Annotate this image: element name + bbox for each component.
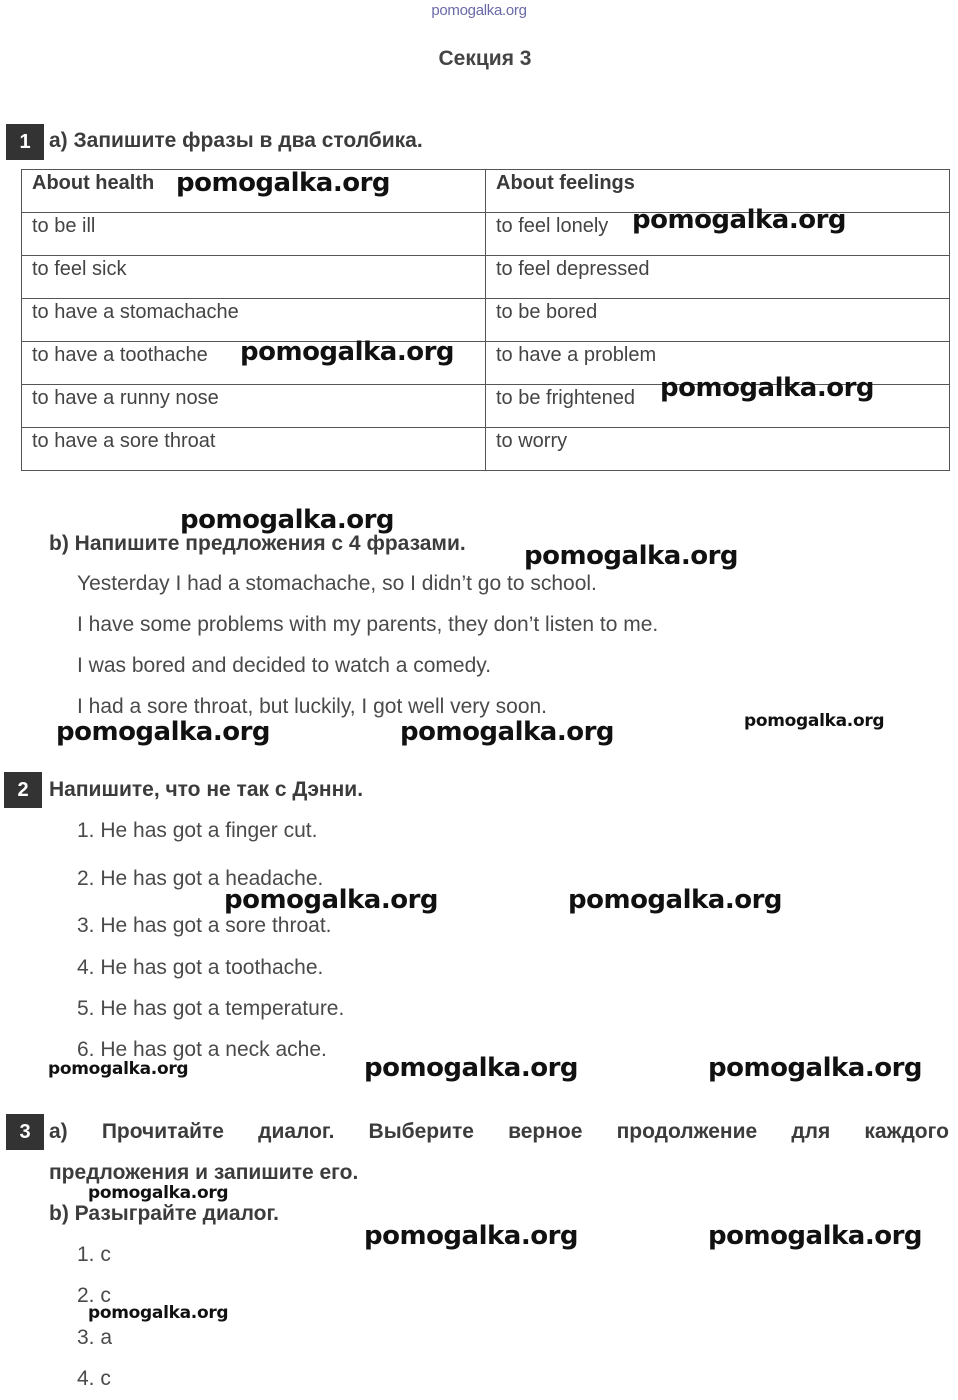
- task-1-number-badge: 1: [6, 124, 44, 160]
- list-item: 2. He has got a headache.: [77, 867, 324, 890]
- answer-item: 2. c: [77, 1284, 111, 1307]
- watermark-overlay: pomogalka.org: [708, 1053, 923, 1083]
- watermark-overlay: pomogalka.org: [240, 337, 455, 367]
- heading-word: для: [791, 1120, 831, 1143]
- list-item: 6. He has got a neck ache.: [77, 1038, 327, 1061]
- task-3-number-badge: 3: [6, 1114, 44, 1150]
- task-1-heading-a: a) Запишите фразы в два столбика.: [49, 129, 423, 152]
- heading-word: a): [49, 1120, 68, 1143]
- task-2-number-badge: 2: [4, 772, 42, 808]
- watermark-overlay: pomogalka.org: [180, 505, 395, 535]
- sentence-line: I had a sore throat, but luckily, I got well very soon.: [77, 695, 548, 718]
- watermark-overlay: pomogalka.org: [708, 1221, 923, 1251]
- heading-word: Выберите: [368, 1120, 474, 1143]
- task-3-heading-b: b) Разыграйте диалог.: [49, 1202, 279, 1225]
- task-1-heading-b: b) Напишите предложения с 4 фразами.: [49, 532, 466, 555]
- header-about-feelings: About feelings: [486, 170, 950, 213]
- table-cell: to worry: [486, 428, 950, 471]
- watermark-overlay: pomogalka.org: [176, 168, 391, 198]
- header-about-health: About health: [22, 170, 486, 213]
- watermark-overlay: pomogalka.org: [568, 885, 783, 915]
- watermark-overlay: pomogalka.org: [744, 711, 885, 731]
- watermark-overlay: pomogalka.org: [364, 1053, 579, 1083]
- task-2-heading: Напишите, что не так с Дэнни.: [49, 778, 364, 801]
- table-cell: to be bored: [486, 299, 950, 342]
- watermark-overlay: pomogalka.org: [632, 205, 847, 235]
- watermark-overlay: pomogalka.org: [524, 541, 739, 571]
- table-row: [22, 256, 950, 299]
- table-cell: to be frightened: [486, 385, 950, 428]
- answer-item: 4. c: [77, 1367, 111, 1390]
- watermark-overlay: pomogalka.org: [88, 1183, 229, 1203]
- table-cell: to feel sick: [22, 256, 486, 299]
- table-cell: to feel lonely: [486, 213, 950, 256]
- sentence-line: I have some problems with my parents, they don’t listen to me.: [77, 613, 659, 636]
- heading-word: верное: [508, 1120, 583, 1143]
- heading-word: каждого: [864, 1120, 949, 1143]
- watermark-overlay: pomogalka.org: [364, 1221, 579, 1251]
- watermark-overlay: pomogalka.org: [88, 1303, 229, 1323]
- table-cell: to have a runny nose: [22, 385, 486, 428]
- list-item: 1. He has got a finger cut.: [77, 819, 318, 842]
- list-item: 5. He has got a temperature.: [77, 997, 345, 1020]
- watermark-overlay: pomogalka.org: [400, 717, 615, 747]
- section-title: Секция 3: [438, 47, 532, 70]
- top-watermark: pomogalka.org: [431, 2, 527, 19]
- sentence-line: I was bored and decided to watch a comedy.: [77, 654, 492, 677]
- table-row: [22, 299, 950, 342]
- table-cell: to feel depressed: [486, 256, 950, 299]
- list-item: 3. He has got a sore throat.: [77, 914, 332, 937]
- watermark-overlay: pomogalka.org: [660, 373, 875, 403]
- watermark-overlay: pomogalka.org: [224, 885, 439, 915]
- sentence-line: Yesterday I had a stomachache, so I didn’t go to school.: [77, 572, 597, 595]
- task-3-heading-a-line2: предложения и запишите его.: [49, 1161, 359, 1184]
- table-cell: to have a stomachache: [22, 299, 486, 342]
- watermark-overlay: pomogalka.org: [56, 717, 271, 747]
- table-cell: to have a problem: [486, 342, 950, 385]
- answer-item: 3. a: [77, 1326, 113, 1349]
- heading-word: диалог.: [258, 1120, 335, 1143]
- answer-item: 1. c: [77, 1243, 111, 1266]
- table-cell: to have a sore throat: [22, 428, 486, 471]
- table-row: [22, 428, 950, 471]
- heading-word: продолжение: [616, 1120, 758, 1143]
- task-3-heading-a: [49, 1120, 949, 1144]
- heading-word: Прочитайте: [101, 1120, 224, 1143]
- table-cell: to have a toothache: [22, 342, 486, 385]
- watermark-overlay: pomogalka.org: [48, 1059, 189, 1079]
- table-cell: to be ill: [22, 213, 486, 256]
- list-item: 4. He has got a toothache.: [77, 956, 324, 979]
